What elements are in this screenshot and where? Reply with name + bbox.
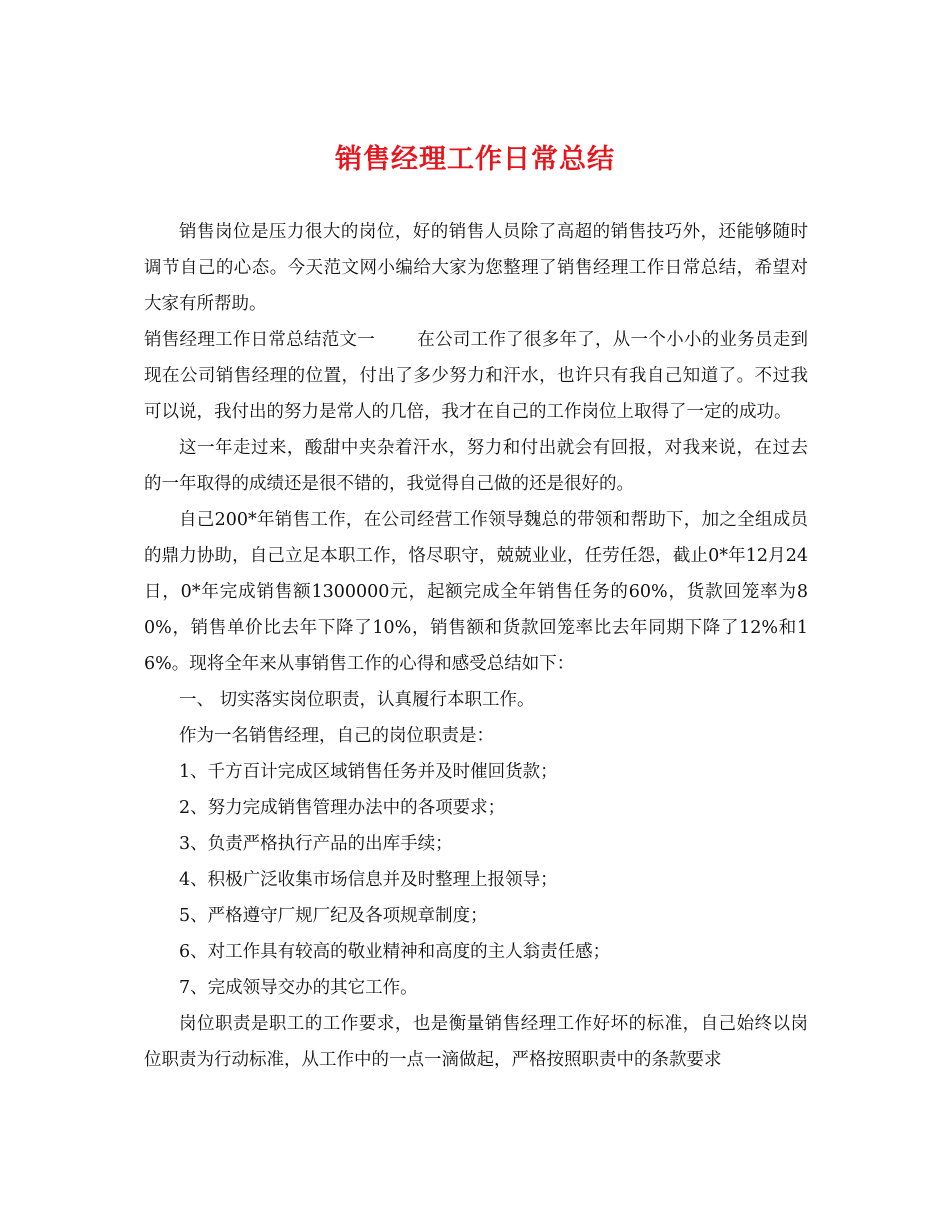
paragraph-sample-one	[144, 322, 808, 430]
duty-item-3: 3、负责严格执行产品的出库手续；	[179, 834, 453, 854]
paragraph-duty-standard: 岗位职责是职工的工作要求，也是衡量销售经理工作好坏的标准，自己始终以岗位职责为行动标准，从工作中的一点一滴做起，严格按照职责中的条款要求	[144, 1014, 808, 1070]
paragraph-duties-intro: 作为一名销售经理，自己的岗位职责是：	[179, 726, 494, 746]
duty-item-5: 5、严格遵守厂规厂纪及各项规章制度；	[179, 906, 488, 926]
duty-item-1: 1、千方百计完成区域销售任务并及时催回货款；	[179, 762, 558, 782]
document-body	[144, 214, 808, 1078]
duty-item-6: 6、对工作具有较高的敬业精神和高度的主人翁责任感；	[179, 942, 611, 962]
duty-item-2: 2、努力完成销售管理办法中的各项要求；	[179, 798, 506, 818]
section-heading-one: 一、 切实落实岗位职责，认真履行本职工作。	[179, 690, 535, 710]
sample-one-text: 在公司工作了很多年了，从一个小小的业务员走到现在公司销售经理的位置，付出了多少努力和汗水，也许只有我自己知道了。不过我可以说，我付出的努力是常人的几倍，我才在自己的工作岗位上取得了一定的成功。	[144, 330, 809, 422]
paragraph-reflection: 这一年走过来，酸甜中夹杂着汗水，努力和付出就会有回报，对我来说，在过去的一年取得的成绩还是很不错的，我觉得自己做的还是很好的。	[144, 438, 808, 494]
duty-item-7: 7、完成领导交办的其它工作。	[179, 978, 418, 998]
paragraph-performance: 自己200*年销售工作，在公司经营工作领导魏总的带领和帮助下，加之全组成员的鼎力协助，自己立足本职工作，恪尽职守，兢兢业业，任劳任怨，截止0*年12月24日，0*年完成销售额1300000元，起额完成全年销售任务的60%，货款回笼率为80%，销售单价比去年下降了10%，销售额和货款回笼率比去年同期下降了12%和16%。现将全年来从事销售工作的心得和感受总结如下：	[144, 510, 808, 674]
sample-heading: 销售经理工作日常总结范文一	[144, 330, 376, 350]
duty-item-4: 4、积极广泛收集市场信息并及时整理上报领导；	[179, 870, 558, 890]
paragraph-intro: 销售岗位是压力很大的岗位，好的销售人员除了高超的销售技巧外，还能够随时调节自己的心态。今天范文网小编给大家为您整理了销售经理工作日常总结，希望对大家有所帮助。	[144, 222, 808, 314]
document-title: 销售经理工作日常总结	[335, 144, 615, 175]
